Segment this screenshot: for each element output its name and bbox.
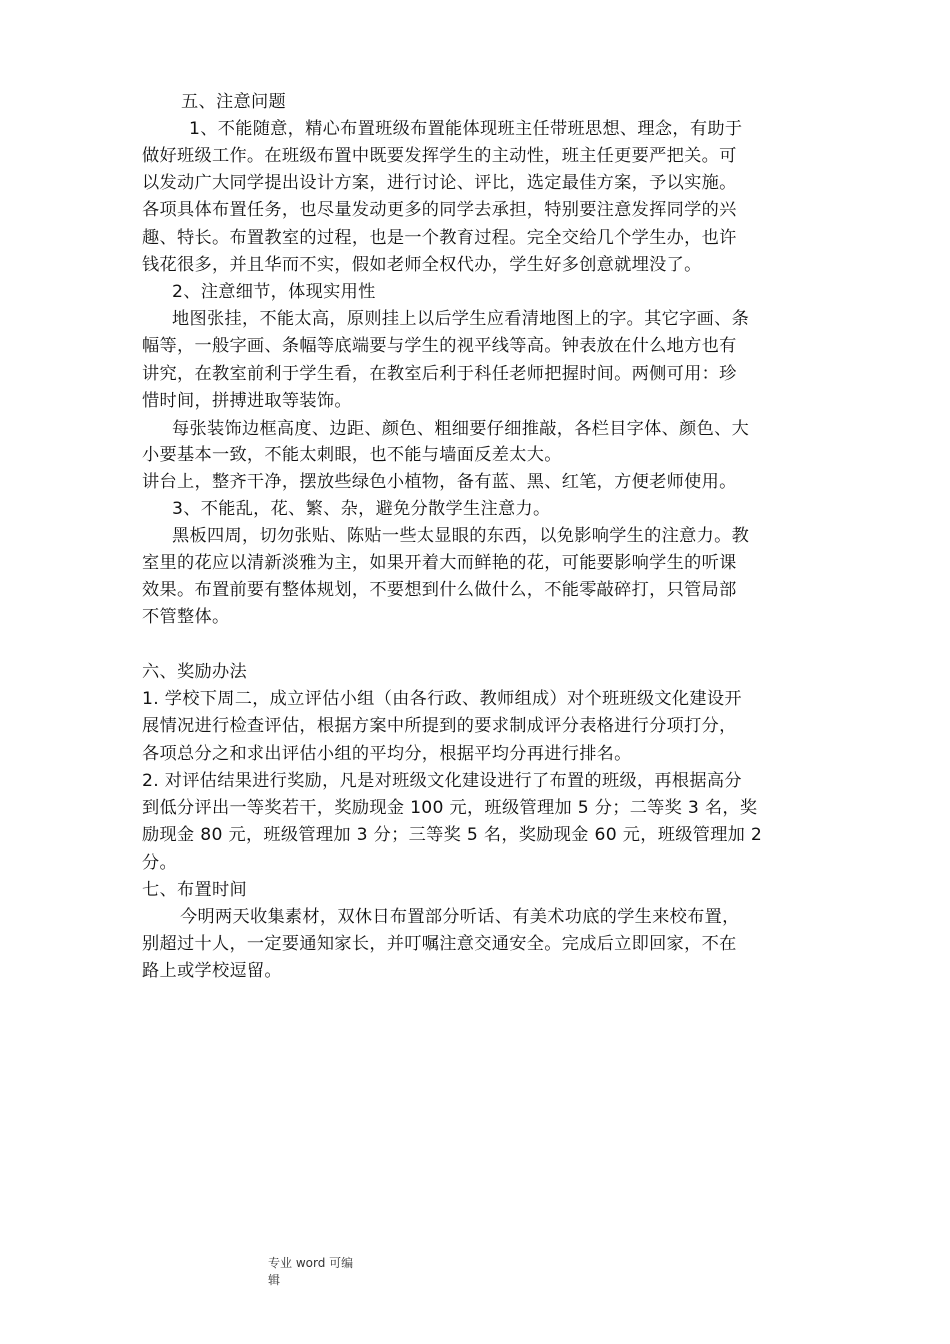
paragraph-line: 1. 学校下周二，成立评估小组（由各行政、教师组成）对个班班级文化建设开 <box>142 689 742 709</box>
footer-note: 辑 <box>268 1273 281 1287</box>
paragraph-line: 1、不能随意，精心布置班级布置能体现班主任带班思想、理念，有助于 <box>189 119 743 139</box>
section-heading: 六、奖励办法 <box>142 662 247 682</box>
footer-note: 专业 word 可编 <box>268 1256 354 1270</box>
paragraph-line: 幅等，一般字画、条幅等底端要与学生的视平线等高。钟表放在什么地方也有 <box>142 336 737 356</box>
paragraph-line: 展情况进行检查评估，根据方案中所提到的要求制成评分表格进行分项打分， <box>142 716 737 736</box>
paragraph-line: 别超过十人，一定要通知家长，并叮嘱注意交通安全。完成后立即回家，不在 <box>142 934 737 954</box>
paragraph-line: 趣、特长。布置教室的过程，也是一个教育过程。完全交给几个学生办，也许 <box>142 228 737 248</box>
paragraph-line: 励现金 80 元，班级管理加 3 分；三等奖 5 名，奖励现金 60 元，班级管理加 2 <box>142 825 763 845</box>
section-heading: 七、布置时间 <box>142 880 247 900</box>
paragraph-line: 分。 <box>142 853 177 873</box>
paragraph-line: 路上或学校逗留。 <box>142 961 282 981</box>
paragraph-line: 小要基本一致，不能太刺眼，也不能与墙面反差太大。 <box>142 445 562 465</box>
paragraph-line: 到低分评出一等奖若干，奖励现金 100 元，班级管理加 5 分；二等奖 3 名，奖 <box>142 798 758 818</box>
subsection-heading: 3、不能乱，花、繁、杂，避免分散学生注意力。 <box>172 499 551 519</box>
paragraph-line: 2. 对评估结果进行奖励，凡是对班级文化建设进行了布置的班级，再根据高分 <box>142 771 742 791</box>
paragraph-line: 效果。布置前要有整体规划，不要想到什么做什么，不能零敲碎打，只管局部 <box>142 580 737 600</box>
paragraph-line: 各项具体布置任务，也尽量发动更多的同学去承担，特别要注意发挥同学的兴 <box>142 200 737 220</box>
paragraph-line: 各项总分之和求出评估小组的平均分，根据平均分再进行排名。 <box>142 744 632 764</box>
paragraph-line: 每张装饰边框高度、边距、颜色、粗细要仔细推敲，各栏目字体、颜色、大 <box>172 419 750 439</box>
paragraph-line: 讲台上，整齐干净，摆放些绿色小植物，备有蓝、黑、红笔，方便老师使用。 <box>142 472 737 492</box>
paragraph-line: 钱花很多，并且华而不实，假如老师全权代办，学生好多创意就埋没了。 <box>142 255 702 275</box>
paragraph-line: 不管整体。 <box>142 607 230 627</box>
subsection-heading: 2、注意细节，体现实用性 <box>172 282 376 302</box>
section-heading: 五、注意问题 <box>181 92 286 112</box>
paragraph-line: 以发动广大同学提出设计方案，进行讨论、评比，选定最佳方案，予以实施。 <box>142 173 737 193</box>
paragraph-line: 今明两天收集素材，双休日布置部分听话、有美术功底的学生来校布置， <box>180 907 740 927</box>
paragraph-line: 地图张挂，不能太高，原则挂上以后学生应看清地图上的字。其它字画、条 <box>172 309 750 329</box>
paragraph-line: 讲究，在教室前利于学生看，在教室后利于科任老师把握时间。两侧可用：珍 <box>142 364 737 384</box>
paragraph-line: 惜时间，拼搏进取等装饰。 <box>142 391 352 411</box>
paragraph-line: 做好班级工作。在班级布置中既要发挥学生的主动性，班主任更要严把关。可 <box>142 146 737 166</box>
paragraph-line: 黑板四周，切勿张贴、陈贴一些太显眼的东西，以免影响学生的注意力。教 <box>172 526 750 546</box>
paragraph-line: 室里的花应以清新淡雅为主，如果开着大而鲜艳的花，可能要影响学生的听课 <box>142 553 737 573</box>
